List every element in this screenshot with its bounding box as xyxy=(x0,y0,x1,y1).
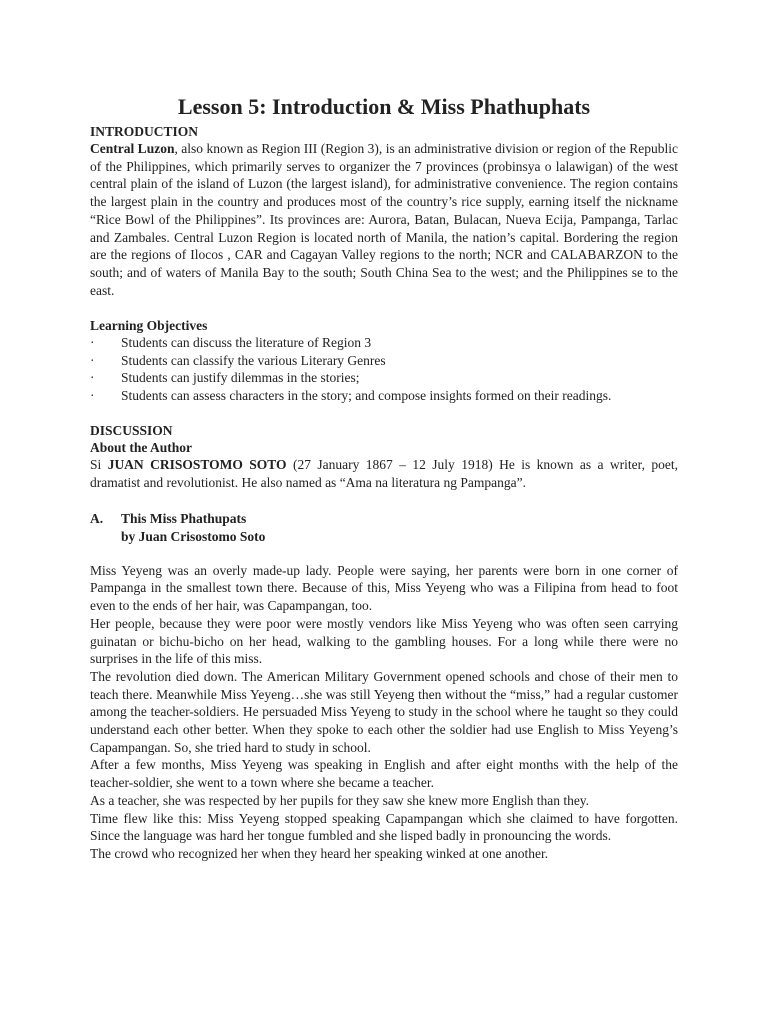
list-item: · Students can classify the various Literary Genres xyxy=(90,352,386,368)
author-paragraph: Si JUAN CRISOSTOMO SOTO (27 January 1867 – 12 July 1918) He is known as a writer, poet, dramatist and revolutionist. He also named as “Ama na literatura ng Pampanga”. xyxy=(90,457,679,491)
list-item: · Students can justify dilemmas in the stories; xyxy=(90,370,360,386)
page-title: Lesson 5: Introduction & Miss Phathuphats xyxy=(177,94,591,119)
story-paragraph: After a few months, Miss Yeyeng was speaking in English and after eight months with the help of the teacher-soldier, she went to a town where she became a teacher. xyxy=(90,757,678,791)
story-paragraph: The revolution died down. The American Military Government opened schools and chose of their men to teach there. Meanwhile Miss Yeyeng…she was still Yeyeng then without the “miss,” had a regular customer among the teacher-soldiers. He persuaded Miss Yeyeng to study in the school where he taught so they could understand each other better. When they spoke to each other the soldier had use English to Miss Yeyeng’s Capampangan. So, she tried hard to study in school. xyxy=(90,668,678,755)
story-paragraph: Time flew like this: Miss Yeyeng stopped speaking Capampangan which she claimed to have forgotten. Since the language was hard her tongue fumbled and she lisped badly in pronouncing the words. xyxy=(90,810,678,844)
story-paragraph: Her people, because they were poor were mostly vendors like Miss Yeyeng who was often seen carrying guinatan or bichu-bicho on her head, walking to the gambling houses. For a long while there were no surprises in the life of this miss. xyxy=(90,615,678,667)
objectives-heading: Learning Objectives xyxy=(90,318,208,334)
introduction-text: , also known as Region III (Region 3), is an administrative division or region of the Republic of the Philippines, which primarily serves to organizer the 7 provinces (probinsya o lalawigan) of the west central plain of the island of Luzon (the largest island), for administrative convenience. The region contains the largest plain in the country and produces most of the country’s rice supply, earning itself the nickname “Rice Bowl of the Philippines”. Its provinces are: Aurora, Batan, Bulacan, Nueva Ecija, Pampanga, Tarlac and Zambales. Central Luzon Region is located north of Manila, the nation’s capital. Bordering the region are the regions of Ilocos , CAR and Cagayan Valley regions to the north; NCR and CALABARZON to the south; and of waters of Manila Bay to the south; South China Sea to the west; and the Philippines se to the east. xyxy=(90,141,678,298)
story-paragraph: As a teacher, she was respected by her pupils for they saw she knew more English than they. xyxy=(90,792,590,808)
story-paragraph: Miss Yeyeng was an overly made-up lady. People were saying, her parents were born in one corner of Pampanga in the smallest town there. Because of this, Miss Yeyeng who was a Filipina from head to foot even to the ends of her hair, was Capampangan, too. xyxy=(90,562,678,614)
introduction-lead: Central Luzon xyxy=(90,141,175,156)
bullet-icon: · xyxy=(90,335,95,351)
document-content xyxy=(90,94,678,863)
introduction-heading: INTRODUCTION xyxy=(90,124,199,139)
objectives-list xyxy=(90,334,678,404)
list-item: · Students can assess characters in the story; and compose insights formed on their readings. xyxy=(90,387,612,403)
story-paragraph: The crowd who recognized her when they heard her speaking winked at one another. xyxy=(90,845,549,861)
author-name: JUAN CRISOSTOMO SOTO xyxy=(107,457,287,473)
story-byline: by Juan Crisostomo Soto xyxy=(121,528,266,544)
story-letter: A. xyxy=(90,510,104,526)
bullet-icon: · xyxy=(90,370,95,386)
discussion-heading: DISCUSSION xyxy=(90,423,173,439)
story-title: A. This Miss Phathupats xyxy=(90,510,247,526)
author-heading: About the Author xyxy=(90,440,193,456)
list-item: · Students can discuss the literature of Region 3 xyxy=(90,335,372,351)
bullet-icon: · xyxy=(90,387,95,403)
introduction-paragraph xyxy=(90,140,678,299)
bullet-icon: · xyxy=(90,352,95,368)
